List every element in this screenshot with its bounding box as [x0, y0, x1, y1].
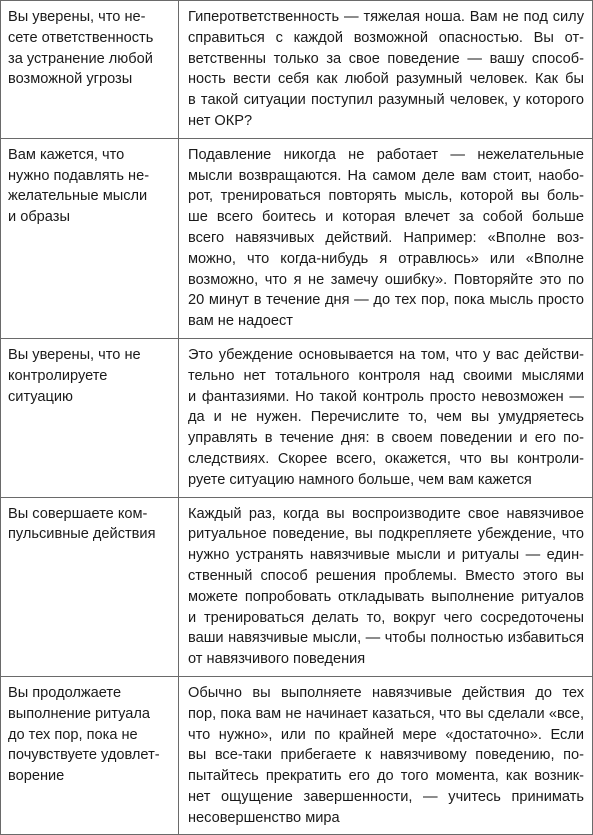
response-line: руете ситуацию намного больше, чем вам кажется [188, 471, 532, 488]
response-line: пор, пока вам не начинает казаться, что вы сделали «все, [188, 705, 584, 722]
belief-cell [1, 676, 179, 835]
response-cell [179, 338, 593, 497]
response-line: пытайтесь прекратить его до того момента, как возник- [188, 768, 584, 785]
belief-cell [1, 138, 179, 338]
belief-line: пульсивные действия [8, 526, 156, 543]
response-line: нет ощущение завершенности, — учитесь принимать [188, 788, 584, 805]
belief-line: контролируете [8, 367, 108, 384]
belief-line: Вы уверены, что не- [8, 9, 146, 25]
response-line: тельно нет тотального контроля над своими мыслями [188, 367, 584, 384]
table-row [1, 138, 593, 338]
response-line: ность вести себя как любой разумный человек. Как бы [188, 71, 584, 88]
belief-line: почувствуете удовлет- [8, 747, 160, 764]
response-line: да и не нужен. Перечислите то, чем вы умудряетесь [188, 409, 584, 426]
belief-line: выполнение ритуала [8, 705, 151, 722]
belief-line: сете ответственность [8, 29, 154, 46]
response-line: следствиях. Скорее всего, окажется, что вы контроли- [188, 450, 584, 467]
response-line: ветственны только за свое поведение — вашу способ- [188, 50, 584, 67]
response-line: в такой ситуации поступил разумный человек, у которого [188, 92, 584, 109]
response-line: Обычно вы выполняете навязчивые действия до тех [188, 684, 584, 701]
response-line: возможно, что я не замечу ошибку». Повторяйте это по [188, 271, 584, 288]
response-line: управлять в течение дня: в своем поведении и его по- [188, 430, 584, 447]
belief-line: за устранение любой [8, 50, 153, 67]
response-cell [179, 138, 593, 338]
response-cell [179, 1, 593, 139]
belief-line: Вы уверены, что не [8, 346, 141, 363]
belief-line: Вы продолжаете [8, 684, 122, 701]
response-line: вам не надоест [188, 313, 293, 330]
table-row [1, 497, 593, 676]
response-line: мысли возвращаются. На самом деле вам стоит, наобо- [188, 167, 584, 184]
belief-line: желательные мысли [8, 188, 148, 205]
belief-cell [1, 338, 179, 497]
table-row [1, 338, 593, 497]
response-line: Это убеждение основывается на том, что у вас действи- [188, 346, 584, 363]
belief-line: Вы совершаете ком- [8, 505, 148, 522]
response-line: и фантазиями. Но такой контроль просто невозможен — [188, 388, 584, 405]
belief-cell [1, 497, 179, 676]
response-line: ственный способ решения проблемы. Вместо этого вы [188, 567, 584, 584]
response-line: ваши навязчивые мысли, — чтобы полностью избавиться [188, 630, 584, 647]
response-line: рот, тренироваться повторять мысль, которой вы боль- [188, 188, 584, 205]
response-line: вы все-таки прибегаете к навязчивому поведению, по- [188, 747, 584, 764]
table-row [1, 676, 593, 835]
belief-line: до тех пор, пока не [8, 726, 138, 743]
response-line: Подавление никогда не работает — нежелательные [188, 146, 584, 163]
belief-line: возможной угрозы [8, 71, 133, 88]
belief-line: Вам кажется, что [8, 146, 125, 163]
belief-line: ситуацию [8, 388, 74, 405]
response-line: можно, что когда-нибудь я отравлюсь» или «Вполне [188, 250, 584, 267]
response-line: несовершенство мира [188, 809, 340, 826]
response-line: всего навязчивых действий. Например: «Вполне воз- [188, 229, 584, 246]
response-line: Каждый раз, когда вы воспроизводите свое навязчивое [188, 505, 584, 522]
response-line: ритуальное поведение, вы подкрепляете убеждение, что [188, 526, 584, 543]
response-line: ше всего боитесь и которая влечет за собой больше [188, 209, 584, 226]
response-line: что нужно», или по крайней мере «достаточно». Если [188, 726, 584, 743]
response-line: от навязчивого поведения [188, 651, 366, 668]
response-line: нужно устранять навязчивые мысли и ритуалы — един- [188, 547, 584, 564]
response-line: можете попробовать откладывать выполнение ритуалов [188, 588, 584, 605]
belief-line: нужно подавлять не- [8, 167, 150, 184]
response-cell [179, 497, 593, 676]
response-line: и тренироваться делать то, вокруг чего сосредоточены [188, 609, 584, 626]
belief-line: и образы [8, 209, 70, 226]
response-line: 20 минут в течение дня — до тех пор, пока мысль просто [188, 292, 584, 309]
table-row [1, 1, 593, 139]
belief-cell [1, 1, 179, 139]
response-line: нет ОКР? [188, 112, 253, 129]
belief-line: ворение [8, 768, 65, 785]
response-line: Гиперответственность — тяжелая ноша. Вам не под силу [188, 9, 584, 25]
response-cell [179, 676, 593, 835]
response-line: справиться с каждой возможной опасностью. Вы от- [188, 29, 584, 46]
